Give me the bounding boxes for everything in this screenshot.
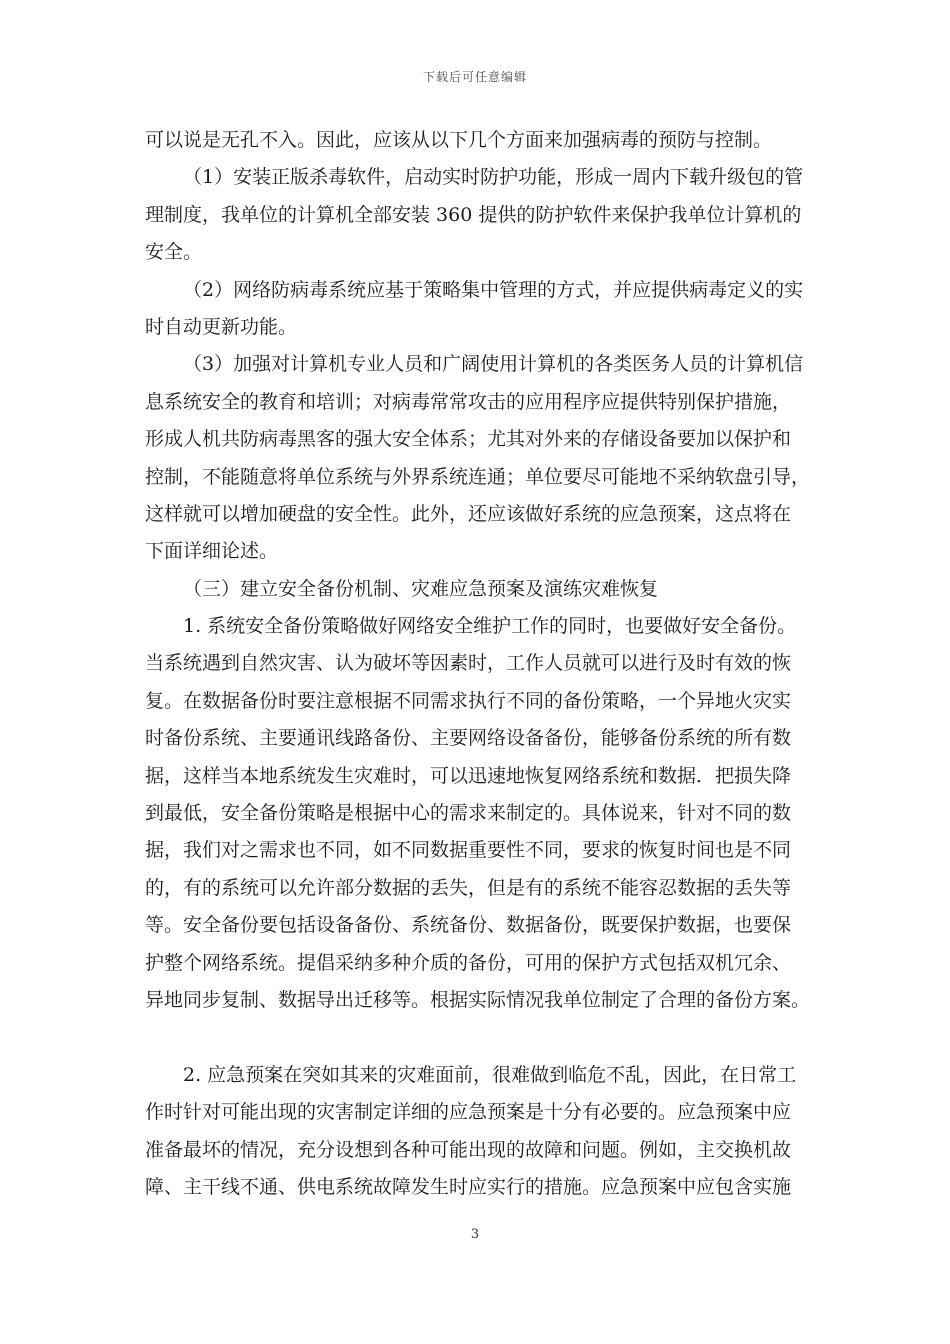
text-line: （2）网络防病毒系统应基于策略集中管理的方式，并应提供病毒定义的实	[183, 278, 804, 301]
text-line: 安全。	[145, 241, 203, 264]
text-line: 准备最坏的情况，充分设想到各种可能出现的故障和问题。例如，主交换机故	[145, 1138, 792, 1161]
page-header: 下载后可任意编辑	[422, 70, 527, 84]
text-line: （1）安装正版杀毒软件，启动实时防护功能，形成一周内下载升级包的管	[183, 166, 804, 189]
page-number: 3	[470, 1227, 480, 1242]
text-line: 下面详细论述。	[145, 540, 279, 563]
text-line: 理制度，我单位的计算机全部安装 360 提供的防护软件来保护我单位计算机的	[145, 203, 802, 226]
text-line: 障、主干线不通、供电系统故障发生时应实行的措施。应急预案中应包含实施	[145, 1175, 792, 1198]
text-line: 时备份系统、主要通讯线路备份、主要网络设备备份，能够备份系统的所有数	[145, 727, 792, 750]
text-line: 等。安全备份要包括设备备份、系统备份、数据备份，既要保护数据，也要保	[145, 914, 792, 937]
text-line: 异地同步复制、数据导出迁移等。根据实际情况我单位制定了合理的备份方案。	[145, 988, 811, 1011]
text-line: 的，有的系统可以允许部分数据的丢失，但是有的系统不能容忍数据的丢失等	[145, 876, 792, 899]
text-line: 据，我们对之需求也不同，如不同数据重要性不同，要求的恢复时间也是不同	[145, 839, 792, 862]
text-line: 形成人机共防病毒黑客的强大安全体系；尤其对外来的存储设备要加以保护和	[145, 428, 792, 451]
text-line: 2. 应急预案在突如其来的灾难面前，很难做到临危不乱，因此，在日常工	[183, 1063, 797, 1086]
document-body	[145, 122, 820, 1206]
text-line: 作时针对可能出现的灾害制定详细的应急预案是十分有必要的。应急预案中应	[145, 1101, 792, 1124]
text-line: 到最低，安全备份策略是根据中心的需求来制定的。具体说来，针对不同的数	[145, 802, 792, 825]
text-line: 据，这样当本地系统发生灾难时，可以迅速地恢复网络系统和数据．把损失降	[145, 764, 792, 787]
text-line: 息系统安全的教育和培训；对病毒常常攻击的应用程序应提供特别保护措施，	[145, 390, 792, 413]
text-line: 时自动更新功能。	[145, 315, 298, 338]
text-line: 这样就可以增加硬盘的安全性。此外，还应该做好系统的应急预案，这点将在	[145, 502, 792, 525]
text-line: 1. 系统安全备份策略做好网络安全维护工作的同时，也要做好安全备份。	[183, 615, 797, 638]
section-heading: （三）建立安全备份机制、灾难应急预案及演练灾难恢复	[183, 577, 659, 600]
text-line: （3）加强对计算机专业人员和广阔使用计算机的各类医务人员的计算机信	[183, 353, 804, 376]
text-line: 可以说是无孔不入。因此，应该从以下几个方面来加强病毒的预防与控制。	[145, 129, 773, 151]
text-line: 控制，不能随意将单位系统与外界系统连通；单位要尽可能地不采纳软盘引导，	[145, 465, 811, 488]
text-line: 当系统遇到自然灾害、认为破坏等因素时，工作人员就可以进行及时有效的恢	[145, 652, 792, 675]
text-line: 护整个网络系统。提倡采纳多种介质的备份，可用的保护方式包括双机冗余、	[145, 951, 792, 974]
text-line: 复。在数据备份时要注意根据不同需求执行不同的备份策略，一个异地火灾实	[145, 689, 792, 712]
